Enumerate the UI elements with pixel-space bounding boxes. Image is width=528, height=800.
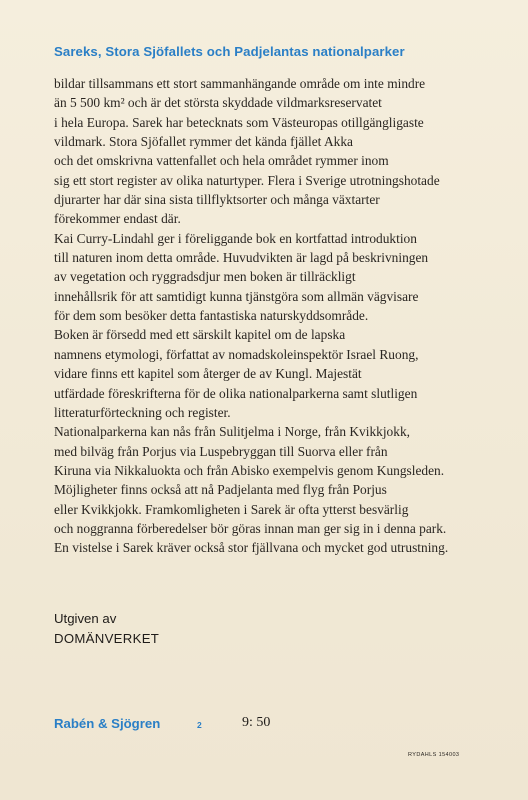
blurb-line: litteraturförteckning och register. (54, 404, 231, 420)
blurb-line: innehållsrik för att samtidigt kunna tjänstgöra som allmän vägvisare (54, 288, 419, 304)
blurb-line: med bilväg från Porjus via Luspebryggan till Suorva eller från (54, 443, 388, 459)
blurb-line: sig ett stort register av olika naturtyper. Flera i Sverige utrotningshotade (54, 172, 440, 188)
blurb-line: eller Kvikkjokk. Framkomligheten i Sarek är ofta ytterst besvärlig (54, 501, 409, 517)
blurb-line: förekommer endast där. (54, 211, 181, 227)
blurb-line: till naturen inom detta område. Huvudvikten är lagd på beskrivningen (54, 250, 429, 266)
blurb-line: för dem som besöker detta fantastiska naturskyddsområde. (54, 308, 369, 324)
printer-mark: RYDAHLS 154003 (408, 752, 460, 758)
blurb-line: bildar tillsammans ett stort sammanhängande område om inte mindre (54, 76, 426, 91)
blurb-line: i hela Europa. Sarek har betecknats som Västeuropas otillgängligaste (54, 114, 424, 130)
publisher-label: Utgiven av (54, 611, 117, 626)
blurb-line: Möjligheter finns också att nå Padjelanta med flyg från Porjus (54, 482, 387, 498)
blurb-line: än 5 500 km² och är det största skyddade vildmarksreservatet (54, 95, 382, 111)
blurb-line: vidare finns ett kapitel som återger de av Kungl. Majestät (54, 366, 362, 382)
blurb-line: vildmark. Stora Sjöfallet rymmer det kända fjället Akka (54, 134, 353, 150)
blurb-line: och det omskrivna vattenfallet och hela området rymmer inom (54, 153, 389, 169)
blurb-line: av vegetation och ryggradsdjur men boken är tillräckligt (54, 269, 356, 285)
blurb-line: Kiruna via Nikkaluokta och från Abisko exempelvis genom Kungsleden. (54, 462, 445, 478)
edition-number: 2 (197, 720, 202, 730)
blurb-line: djurarter har där sina sista tillflyktsorter och många växtarter (54, 192, 380, 208)
blurb-line: En vistelse i Sarek kräver också stor fjällvana och mycket god utrustning. (54, 540, 449, 556)
blurb-line: Kai Curry-Lindahl ger i föreliggande bok en kortfattad introduktion (54, 230, 417, 246)
blurb-line: namnens etymologi, författat av nomadskoleinspektör Israel Ruong, (54, 346, 419, 362)
blurb-line: utfärdade föreskrifterna för de olika nationalparkerna samt slutligen (54, 385, 418, 401)
blurb-line: Nationalparkerna kan nås från Sulitjelma i Norge, från Kvikkjokk, (54, 424, 410, 440)
publisher-name: DOMÄNVERKET (54, 631, 160, 646)
blurb-text (54, 74, 504, 558)
imprint-name: Rabén & Sjögren (54, 716, 161, 731)
cover-heading: Sareks, Stora Sjöfallets och Padjelantas nationalparker (54, 44, 405, 59)
price: 9: 50 (242, 715, 271, 730)
blurb-line: och noggranna förberedelser bör göras innan man ger sig in i denna park. (54, 520, 447, 536)
blurb-line: Boken är försedd med ett särskilt kapitel om de lapska (54, 327, 346, 343)
